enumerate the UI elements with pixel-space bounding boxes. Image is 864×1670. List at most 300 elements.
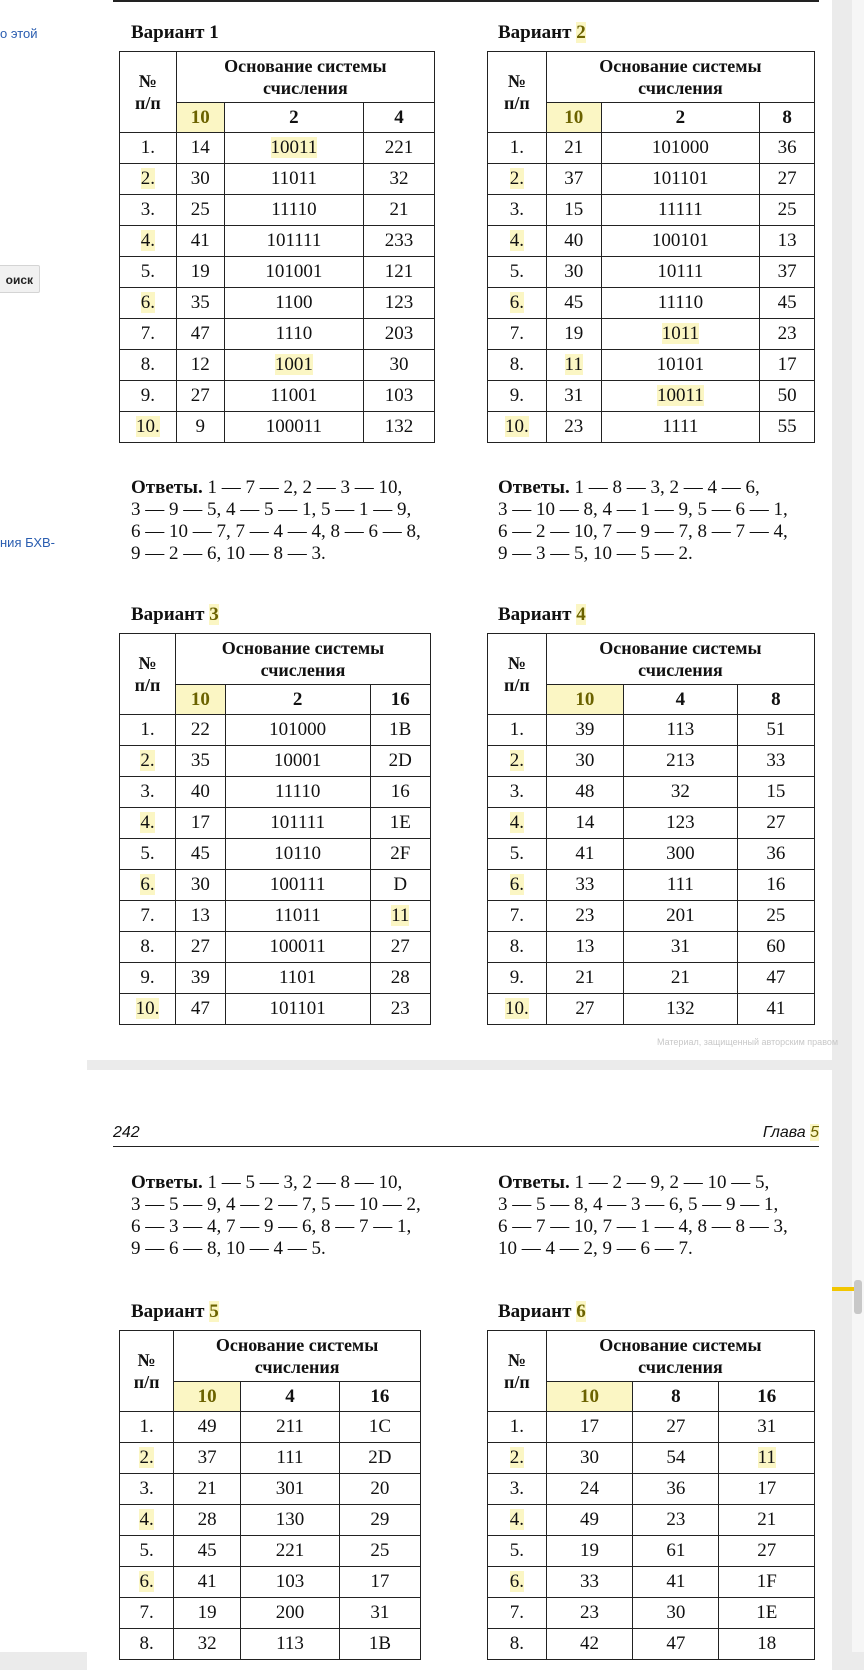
answers-label: Ответы. — [498, 1172, 575, 1193]
table-cell: 19 — [546, 319, 601, 350]
answer-line: 3 — 5 — 8, 4 — 3 — 6, 5 — 9 — 1, — [498, 1194, 779, 1215]
base-header: 2 — [224, 103, 363, 133]
scrollbar-thumb[interactable] — [854, 1280, 862, 1314]
answer-line: 9 — 2 — 6, 10 — 8 — 3. — [131, 543, 326, 564]
table-row — [488, 746, 815, 777]
table-row — [120, 1443, 421, 1474]
table-cell: 47 — [175, 994, 225, 1025]
table-cell: 13 — [760, 226, 815, 257]
base-header: 4 — [623, 685, 737, 715]
table-cell: 30 — [364, 350, 435, 381]
table-cell: 6. — [120, 1567, 174, 1598]
table-row — [120, 1536, 421, 1567]
table-cell: 17 — [760, 350, 815, 381]
table-cell: 22 — [175, 715, 225, 746]
table-row — [120, 350, 435, 381]
table-cell: 30 — [175, 870, 225, 901]
table-cell: 37 — [174, 1443, 241, 1474]
table-cell: 3. — [488, 777, 547, 808]
table-cell: 23 — [370, 994, 431, 1025]
table-row — [120, 257, 435, 288]
table-cell: 101001 — [224, 257, 363, 288]
table-row — [488, 1567, 815, 1598]
table-cell: 3. — [120, 195, 177, 226]
variant-title: Вариант 2 — [498, 22, 586, 43]
search-hit-marker — [832, 1287, 854, 1291]
table-cell: 41 — [737, 994, 814, 1025]
table-cell: 10. — [120, 412, 177, 443]
table-cell: 6. — [120, 288, 177, 319]
table-cell: 11 — [370, 901, 431, 932]
table-row — [488, 1412, 815, 1443]
table-cell: 5. — [120, 1536, 174, 1567]
table-cell: 101111 — [224, 226, 363, 257]
table-cell: 31 — [623, 932, 737, 963]
table-cell: 19 — [174, 1598, 241, 1629]
answer-line: 6 — 3 — 4, 7 — 9 — 6, 8 — 7 — 1, — [131, 1216, 412, 1237]
table-row — [120, 777, 431, 808]
table-cell: 25 — [760, 195, 815, 226]
table-cell: 2. — [120, 164, 177, 195]
column-header-number: № п/п — [488, 634, 547, 715]
variant-title: Вариант 6 — [498, 1301, 586, 1322]
table-cell: 31 — [339, 1598, 420, 1629]
table-row — [488, 288, 815, 319]
table-row — [488, 994, 815, 1025]
column-header-number: № п/п — [120, 634, 176, 715]
answer-line: 6 — 2 — 10, 7 — 9 — 7, 8 — 7 — 4, — [498, 521, 788, 542]
table-cell: 9. — [488, 963, 547, 994]
table-cell: 113 — [241, 1629, 340, 1660]
table-cell: 11111 — [601, 195, 760, 226]
table-cell: 12 — [176, 350, 224, 381]
table-cell: 51 — [737, 715, 814, 746]
table-cell: 17 — [175, 808, 225, 839]
left-sidebar — [0, 0, 87, 1652]
table-cell: 4. — [120, 226, 177, 257]
table-cell: 7. — [120, 1598, 174, 1629]
table-cell: 25 — [737, 901, 814, 932]
table-cell: 14 — [176, 133, 224, 164]
table-row — [488, 350, 815, 381]
base-header: 10 — [176, 103, 224, 133]
table-cell: 30 — [546, 257, 601, 288]
table-cell: 3. — [488, 1474, 547, 1505]
base-header: 16 — [719, 1382, 815, 1412]
table-cell: 27 — [370, 932, 431, 963]
table-cell: 111 — [241, 1443, 340, 1474]
table-cell: 11110 — [601, 288, 760, 319]
table-cell: 1. — [120, 715, 176, 746]
table-cell: 40 — [175, 777, 225, 808]
table-row — [488, 901, 815, 932]
table-cell: 37 — [760, 257, 815, 288]
variant-table — [119, 633, 431, 1025]
table-row — [120, 994, 431, 1025]
table-cell: 4. — [120, 808, 176, 839]
variant-table — [487, 1330, 815, 1660]
table-cell: 221 — [364, 133, 435, 164]
table-cell: 7. — [488, 1598, 547, 1629]
table-cell: 111 — [623, 870, 737, 901]
answers-label: Ответы. — [131, 1172, 208, 1193]
table-cell: 7. — [488, 901, 547, 932]
table-row — [488, 1474, 815, 1505]
table-cell: 27 — [633, 1412, 719, 1443]
table-cell: 19 — [546, 1536, 632, 1567]
table-cell: 5. — [488, 257, 547, 288]
base-header: 10 — [175, 685, 225, 715]
table-cell: 1. — [488, 1412, 547, 1443]
table-row — [120, 1598, 421, 1629]
table-cell: 1011 — [601, 319, 760, 350]
base-header: 8 — [760, 103, 815, 133]
copyright-watermark: Материал, защищенный авторским правом — [657, 1037, 839, 1047]
table-cell: 100101 — [601, 226, 760, 257]
table-cell: 2. — [488, 1443, 547, 1474]
table-cell: 17 — [719, 1474, 815, 1505]
answer-line: 6 — 7 — 10, 7 — 1 — 4, 8 — 8 — 3, — [498, 1216, 788, 1237]
table-cell: 10011 — [601, 381, 760, 412]
table-cell: 21 — [623, 963, 737, 994]
table-cell: 2F — [370, 839, 431, 870]
table-cell: 25 — [176, 195, 224, 226]
table-cell: 10. — [488, 412, 547, 443]
table-row — [120, 319, 435, 350]
table-cell: 101000 — [225, 715, 370, 746]
table-cell: 33 — [737, 746, 814, 777]
table-cell: 13 — [546, 932, 623, 963]
column-header-number: № п/п — [488, 52, 547, 133]
table-cell: 130 — [241, 1505, 340, 1536]
table-row — [488, 226, 815, 257]
table-cell: 61 — [633, 1536, 719, 1567]
table-row — [120, 715, 431, 746]
table-cell: 39 — [175, 963, 225, 994]
table-cell: 8. — [488, 350, 547, 381]
table-cell: 121 — [364, 257, 435, 288]
table-cell: 28 — [174, 1505, 241, 1536]
answer-line: 1 — 8 — 3, 2 — 4 — 6, — [574, 477, 760, 498]
table-row — [488, 715, 815, 746]
table-cell: 54 — [633, 1443, 719, 1474]
table-row — [488, 839, 815, 870]
table-cell: 301 — [241, 1474, 340, 1505]
table-cell: 16 — [370, 777, 431, 808]
table-cell: 2. — [488, 164, 547, 195]
table-cell: 32 — [623, 777, 737, 808]
answer-line: 3 — 10 — 8, 4 — 1 — 9, 5 — 6 — 1, — [498, 499, 788, 520]
table-cell: 1. — [120, 1412, 174, 1443]
table-cell: 1111 — [601, 412, 760, 443]
base-header: 10 — [546, 103, 601, 133]
table-row — [488, 1505, 815, 1536]
column-header-number: № п/п — [488, 1331, 547, 1412]
table-cell: 1. — [488, 715, 547, 746]
sidebar-link-publisher[interactable]: ния БХВ- — [0, 535, 56, 550]
table-cell: 1100 — [224, 288, 363, 319]
table-row — [120, 963, 431, 994]
table-cell: 14 — [546, 808, 623, 839]
table-cell: 17 — [339, 1567, 420, 1598]
table-row — [488, 1629, 815, 1660]
table-cell: 35 — [176, 288, 224, 319]
table-cell: 21 — [719, 1505, 815, 1536]
column-header-base: Основание системы счисления — [546, 634, 814, 685]
table-cell: 30 — [176, 164, 224, 195]
table-cell: 200 — [241, 1598, 340, 1629]
table-cell: 21 — [364, 195, 435, 226]
table-cell: 49 — [546, 1505, 632, 1536]
variant-table — [487, 51, 815, 443]
table-row — [488, 870, 815, 901]
base-header: 16 — [339, 1382, 420, 1412]
table-cell: 213 — [623, 746, 737, 777]
table-row — [120, 412, 435, 443]
table-cell: 6. — [488, 1567, 547, 1598]
table-cell: 100011 — [225, 932, 370, 963]
table-cell: 10. — [488, 994, 547, 1025]
table-cell: 48 — [546, 777, 623, 808]
table-cell: 40 — [546, 226, 601, 257]
variant-title: Вариант 5 — [131, 1301, 219, 1322]
header-rule — [113, 1146, 819, 1147]
table-cell: 123 — [364, 288, 435, 319]
search-button[interactable]: оиск — [0, 265, 40, 293]
table-cell: 211 — [241, 1412, 340, 1443]
table-row — [488, 164, 815, 195]
table-cell: 39 — [546, 715, 623, 746]
answer-line: 3 — 9 — 5, 4 — 5 — 1, 5 — 1 — 9, — [131, 499, 412, 520]
table-row — [120, 1474, 421, 1505]
table-row — [120, 808, 431, 839]
table-cell: 5. — [120, 257, 177, 288]
table-row — [120, 164, 435, 195]
table-cell: 100011 — [224, 412, 363, 443]
table-row — [488, 319, 815, 350]
table-cell: 13 — [175, 901, 225, 932]
table-cell: 2. — [488, 746, 547, 777]
table-cell: 35 — [175, 746, 225, 777]
table-cell: 10101 — [601, 350, 760, 381]
table-cell: 132 — [364, 412, 435, 443]
table-cell: 1C — [339, 1412, 420, 1443]
table-cell: 1110 — [224, 319, 363, 350]
table-cell: 1001 — [224, 350, 363, 381]
table-cell: 15 — [546, 195, 601, 226]
table-cell: 18 — [719, 1629, 815, 1660]
table-cell: 8. — [120, 350, 177, 381]
table-cell: 103 — [364, 381, 435, 412]
table-cell: 41 — [633, 1567, 719, 1598]
table-cell: 4. — [488, 808, 547, 839]
table-cell: 11001 — [224, 381, 363, 412]
answers-block — [498, 477, 798, 565]
table-row — [488, 963, 815, 994]
table-cell: 3. — [488, 195, 547, 226]
chapter-label: Глава 5 — [762, 1124, 819, 1141]
table-cell: 1. — [488, 133, 547, 164]
table-cell: 28 — [370, 963, 431, 994]
variant-table — [119, 1330, 421, 1660]
base-header: 4 — [241, 1382, 340, 1412]
table-cell: 16 — [737, 870, 814, 901]
table-cell: 41 — [546, 839, 623, 870]
table-cell: 42 — [546, 1629, 632, 1660]
table-row — [120, 1567, 421, 1598]
answers-label: Ответы. — [498, 477, 575, 498]
column-header-number: № п/п — [120, 1331, 174, 1412]
table-cell: 31 — [546, 381, 601, 412]
table-row — [488, 195, 815, 226]
table-cell: 55 — [760, 412, 815, 443]
table-cell: 4. — [488, 1505, 547, 1536]
table-cell: 7. — [120, 319, 177, 350]
table-cell: 45 — [175, 839, 225, 870]
column-header-base: Основание системы счисления — [174, 1331, 421, 1382]
table-cell: 41 — [174, 1567, 241, 1598]
table-cell: 123 — [623, 808, 737, 839]
answers-label: Ответы. — [131, 477, 208, 498]
sidebar-link-about[interactable]: о этой — [0, 26, 38, 41]
answers-block — [131, 1172, 431, 1260]
table-cell: 30 — [546, 1443, 632, 1474]
answers-block — [131, 477, 431, 565]
table-cell: 101111 — [225, 808, 370, 839]
table-cell: 2D — [370, 746, 431, 777]
answer-line: 9 — 3 — 5, 10 — 5 — 2. — [498, 543, 693, 564]
table-row — [120, 901, 431, 932]
base-header: 8 — [737, 685, 814, 715]
table-cell: 1101 — [225, 963, 370, 994]
table-cell: 221 — [241, 1536, 340, 1567]
table-cell: 41 — [176, 226, 224, 257]
base-header: 8 — [633, 1382, 719, 1412]
column-header-base: Основание системы счисления — [175, 634, 430, 685]
table-row — [120, 746, 431, 777]
table-cell: 3. — [120, 777, 176, 808]
answer-line: 3 — 5 — 9, 4 — 2 — 7, 5 — 10 — 2, — [131, 1194, 421, 1215]
table-cell: 30 — [633, 1598, 719, 1629]
answer-line: 6 — 10 — 7, 7 — 4 — 4, 8 — 6 — 8, — [131, 521, 421, 542]
base-header: 2 — [225, 685, 370, 715]
table-cell: 50 — [760, 381, 815, 412]
table-cell: 19 — [176, 257, 224, 288]
table-cell: 4. — [488, 226, 547, 257]
table-cell: 5. — [488, 839, 547, 870]
table-row — [120, 932, 431, 963]
scrollbar-track[interactable] — [852, 0, 864, 1652]
table-cell: 27 — [760, 164, 815, 195]
table-cell: 10111 — [601, 257, 760, 288]
table-cell: 10. — [120, 994, 176, 1025]
table-cell: 8. — [488, 1629, 547, 1660]
table-cell: 36 — [737, 839, 814, 870]
table-cell: 1F — [719, 1567, 815, 1598]
table-cell: 29 — [339, 1505, 420, 1536]
variant-title: Вариант 1 — [131, 22, 219, 43]
table-cell: 103 — [241, 1567, 340, 1598]
table-row — [120, 288, 435, 319]
table-cell: 10001 — [225, 746, 370, 777]
table-row — [120, 195, 435, 226]
table-cell: 37 — [546, 164, 601, 195]
table-cell: 9. — [120, 381, 177, 412]
table-row — [120, 133, 435, 164]
answer-line: 1 — 2 — 9, 2 — 10 — 5, — [574, 1172, 770, 1193]
table-cell: 8. — [120, 932, 176, 963]
answer-line: 9 — 6 — 8, 10 — 4 — 5. — [131, 1238, 326, 1259]
table-cell: 27 — [737, 808, 814, 839]
table-cell: 60 — [737, 932, 814, 963]
table-cell: 8. — [120, 1629, 174, 1660]
table-cell: 23 — [546, 901, 623, 932]
variant-table — [487, 633, 815, 1025]
table-cell: 132 — [623, 994, 737, 1025]
answers-block — [498, 1172, 798, 1260]
variant-table — [119, 51, 435, 443]
table-row — [488, 257, 815, 288]
table-row — [120, 870, 431, 901]
table-cell: 27 — [546, 994, 623, 1025]
column-header-base: Основание системы счисления — [546, 52, 814, 103]
table-cell: 23 — [760, 319, 815, 350]
table-cell: 3. — [120, 1474, 174, 1505]
table-cell: 5. — [488, 1536, 547, 1567]
table-cell: 31 — [719, 1412, 815, 1443]
table-cell: D — [370, 870, 431, 901]
table-cell: 11 — [719, 1443, 815, 1474]
table-cell: 4. — [120, 1505, 174, 1536]
table-row — [488, 777, 815, 808]
base-header: 2 — [601, 103, 760, 133]
table-cell: 11011 — [225, 901, 370, 932]
base-header: 10 — [546, 685, 623, 715]
table-cell: 6. — [488, 288, 547, 319]
column-header-base: Основание системы счисления — [546, 1331, 814, 1382]
table-cell: 2D — [339, 1443, 420, 1474]
answer-line: 1 — 5 — 3, 2 — 8 — 10, — [207, 1172, 403, 1193]
table-cell: 101000 — [601, 133, 760, 164]
table-cell: 9. — [488, 381, 547, 412]
variant-title: Вариант 4 — [498, 604, 586, 625]
table-cell: 6. — [488, 870, 547, 901]
table-cell: 6. — [120, 870, 176, 901]
table-cell: 32 — [364, 164, 435, 195]
table-row — [120, 381, 435, 412]
table-cell: 33 — [546, 1567, 632, 1598]
answer-line: 1 — 7 — 2, 2 — 3 — 10, — [207, 477, 403, 498]
table-cell: 11110 — [224, 195, 363, 226]
table-cell: 100111 — [225, 870, 370, 901]
table-cell: 201 — [623, 901, 737, 932]
table-cell: 27 — [175, 932, 225, 963]
table-row — [488, 381, 815, 412]
table-cell: 11 — [546, 350, 601, 381]
table-cell: 25 — [339, 1536, 420, 1567]
table-row — [488, 808, 815, 839]
table-cell: 45 — [760, 288, 815, 319]
table-cell: 9. — [120, 963, 176, 994]
table-row — [120, 1505, 421, 1536]
table-cell: 113 — [623, 715, 737, 746]
table-row — [488, 412, 815, 443]
base-header: 10 — [546, 1382, 632, 1412]
table-cell: 2. — [120, 1443, 174, 1474]
base-header: 4 — [364, 103, 435, 133]
table-cell: 1E — [370, 808, 431, 839]
table-cell: 36 — [760, 133, 815, 164]
